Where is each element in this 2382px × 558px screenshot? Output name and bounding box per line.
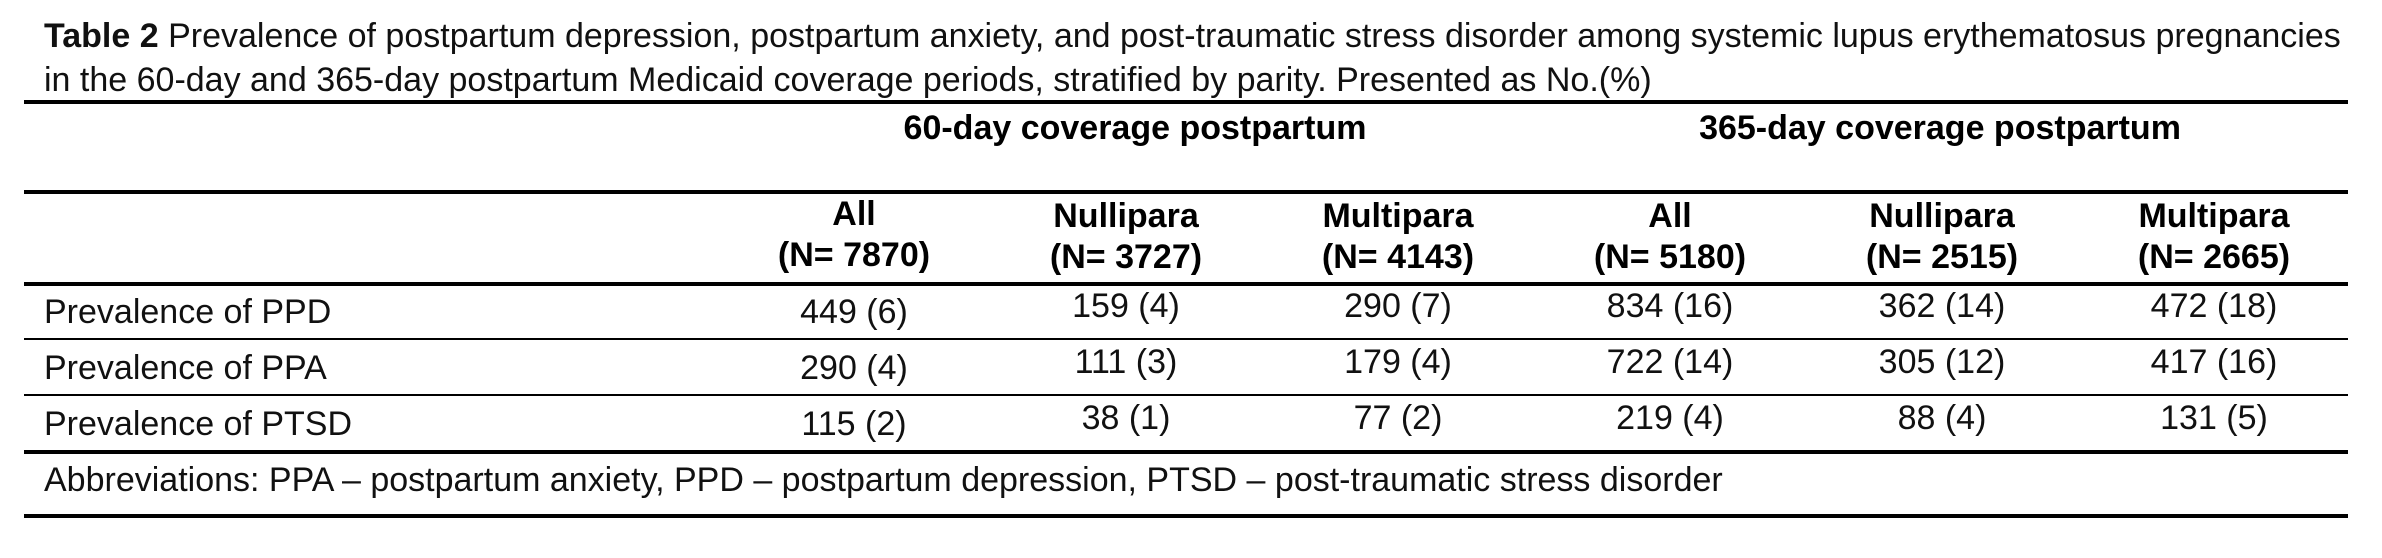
column-header-n: (N= 3727) — [1049, 238, 1203, 276]
table-bottom-rule — [24, 514, 2348, 518]
row-divider — [24, 394, 2348, 396]
table-cell: 115 (2) — [801, 405, 907, 443]
column-header-name: Multipara — [1322, 197, 1474, 235]
table-caption-label: Table 2 — [44, 17, 159, 55]
table-cell: 722 (14) — [1606, 343, 1734, 381]
table-caption — [44, 14, 2344, 102]
table-cell: 417 (16) — [2150, 343, 2278, 381]
column-header-365-nullipara — [1812, 196, 2072, 278]
column-header-n: (N= 2515) — [1865, 238, 2019, 276]
table-cell: 305 (12) — [1878, 343, 2006, 381]
table-cell: 77 (2) — [1353, 399, 1443, 437]
row-label-ppa: Prevalence of PPA — [44, 349, 327, 387]
table-cell: 88 (4) — [1897, 399, 1987, 437]
table-cell: 159 (4) — [1072, 287, 1180, 325]
table-cell: 219 (4) — [1616, 399, 1724, 437]
table-cell: 111 (3) — [1074, 343, 1178, 381]
column-header-name: Nullipara — [1869, 197, 2015, 235]
top-rule — [24, 100, 2348, 104]
column-header-365-multipara — [2084, 196, 2344, 278]
column-header-365-all — [1540, 196, 1800, 278]
table-body-bottom-rule — [24, 450, 2348, 454]
row-label-ppd: Prevalence of PPD — [44, 293, 332, 331]
column-header-name: Multipara — [2138, 197, 2290, 235]
table-caption-text: Prevalence of postpartum depression, postpartum anxiety, and post-traumatic stress disorder among systemic lupus erythematosus pregnancies in the 60-day and 365-day postpartum Medicaid coverage periods, stratified by parity. Presented as No.(%) — [44, 17, 2341, 99]
table-cell: 834 (16) — [1606, 287, 1734, 325]
table-cell: 290 (4) — [800, 349, 908, 387]
row-divider — [24, 338, 2348, 340]
column-header-n: (N= 5180) — [1593, 238, 1747, 276]
table-cell: 472 (18) — [2150, 287, 2278, 325]
group-header-365-day: 365-day coverage postpartum — [1699, 109, 2181, 147]
column-header-name: Nullipara — [1053, 197, 1199, 235]
column-header-60-all — [724, 194, 984, 276]
table-footnote: Abbreviations: PPA – postpartum anxiety, PPD – postpartum depression, PTSD – post-traumatic stress disorder — [44, 461, 1723, 499]
table-cell: 290 (7) — [1344, 287, 1452, 325]
row-label-ptsd: Prevalence of PTSD — [44, 405, 353, 443]
column-header-n: (N= 4143) — [1321, 238, 1475, 276]
column-header-name: All — [1648, 197, 1692, 235]
group-header-rule — [24, 190, 2348, 194]
group-header-60-day: 60-day coverage postpartum — [903, 109, 1367, 147]
table-cell: 38 (1) — [1081, 399, 1171, 437]
column-header-n: (N= 7870) — [777, 236, 931, 274]
column-header-60-nullipara — [996, 196, 1256, 278]
column-header-n: (N= 2665) — [2137, 238, 2291, 276]
table-cell: 179 (4) — [1344, 343, 1452, 381]
column-header-name: All — [832, 195, 876, 233]
table-cell: 362 (14) — [1878, 287, 2006, 325]
table-cell: 131 (5) — [2160, 399, 2268, 437]
table-cell: 449 (6) — [800, 293, 908, 331]
column-header-60-multipara — [1268, 196, 1528, 278]
